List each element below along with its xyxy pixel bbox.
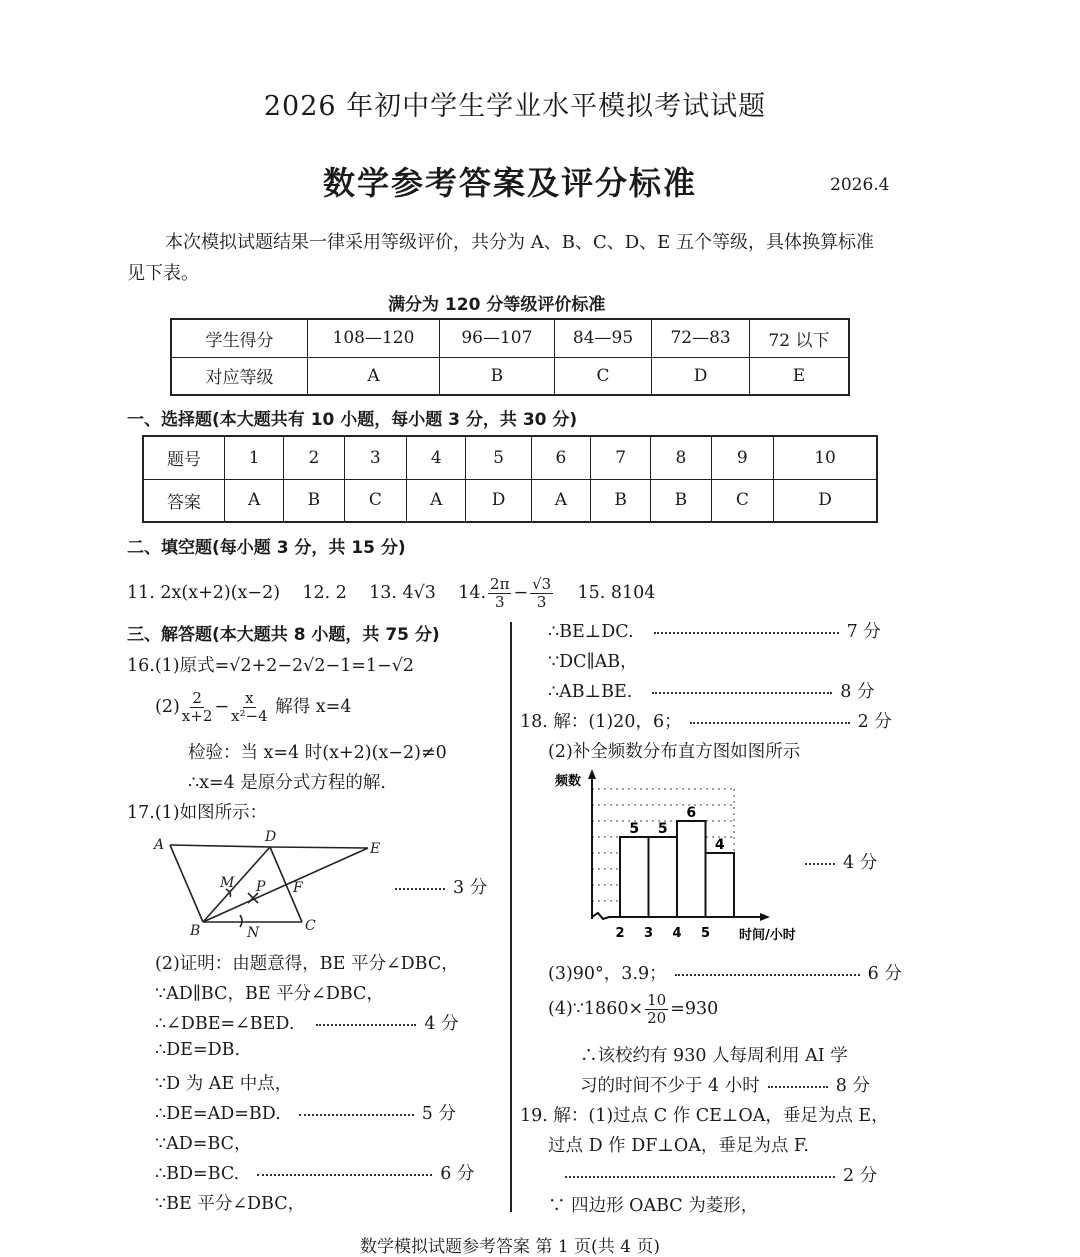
proof-line: ∵AD∥BC，BE 平分∠DBC，	[155, 984, 384, 1004]
score: 8 分	[835, 1076, 870, 1096]
minus-sign: −	[214, 697, 230, 717]
part-label: (2)	[155, 697, 180, 717]
denominator: 3	[536, 593, 547, 611]
fraction	[488, 576, 511, 611]
answer-12: 12. 2	[302, 583, 347, 603]
table-cell: A	[407, 479, 466, 522]
table-cell: 1	[225, 436, 284, 479]
label-d: D	[265, 829, 277, 845]
section2-heading: 二、填空题(每小题 3 分，共 15 分)	[127, 538, 406, 558]
proof-line: ∵DC∥AB，	[548, 652, 638, 672]
proof-line	[155, 1160, 474, 1185]
proof-line: ∵BE 平分∠DBC，	[155, 1194, 306, 1214]
table-cell: 9	[711, 436, 774, 479]
answer-15: 15. 8104	[577, 583, 656, 603]
label-b: B	[190, 923, 201, 939]
table-cell: B	[440, 357, 555, 395]
table-cell: 3	[344, 436, 407, 479]
table-cell: 10	[774, 436, 877, 479]
table-cell: E	[749, 357, 849, 395]
table-cell: 72—83	[652, 319, 750, 357]
histogram-bar	[620, 837, 649, 917]
table-cell: 学生得分	[171, 319, 308, 357]
score: 7 分	[846, 622, 881, 642]
geometry-figure	[140, 825, 400, 945]
dot-leader	[768, 1086, 828, 1088]
q17-1-score	[395, 874, 487, 899]
numerator: 2π	[490, 575, 510, 593]
q19-part1: 19. 解：(1)过点 C 作 CE⊥OA，垂足为点 E，	[520, 1106, 889, 1126]
proof-line: ∵AD=BC，	[155, 1134, 252, 1154]
dot-leader	[565, 1176, 835, 1178]
table-cell: C	[554, 357, 652, 395]
answer-text: 18. 解：(1)20，6；	[520, 712, 682, 732]
document-date: 2026.4	[830, 175, 890, 195]
label-a: A	[154, 837, 165, 853]
numerator: x	[245, 689, 254, 707]
table-row	[171, 357, 849, 395]
table-cell: D	[652, 357, 750, 395]
table-cell: 4	[407, 436, 466, 479]
line-ab	[170, 845, 203, 922]
proof-line	[155, 1100, 456, 1125]
score: 3 分	[453, 878, 488, 898]
answer-text: 习的时间不少于 4 小时	[580, 1076, 760, 1096]
table-cell: 6	[531, 436, 590, 479]
q18-part1	[520, 708, 892, 733]
denominator: x²−4	[231, 707, 268, 725]
bar-data-label: 4	[714, 837, 725, 853]
table-cell: B	[591, 479, 651, 522]
histogram-bar	[649, 837, 678, 917]
table-cell: 对应等级	[171, 357, 308, 395]
dot-leader	[690, 722, 850, 724]
table-cell: 8	[651, 436, 711, 479]
bar-data-label: 5	[629, 821, 640, 837]
table-cell: 96—107	[440, 319, 555, 357]
section3-heading: 三、解答题(本大题共 8 小题，共 75 分)	[127, 625, 440, 645]
table-cell: 84—95	[554, 319, 652, 357]
page-footer: 数学模拟试题参考答案 第 1 页(共 4 页)	[360, 1237, 660, 1257]
answer-14-label: 14.	[458, 583, 487, 603]
expr-text: (4)∵1860×	[548, 999, 644, 1019]
proof-line	[548, 618, 881, 643]
histogram-bar	[706, 853, 735, 917]
proof-line: ∵D 为 AE 中点，	[155, 1074, 293, 1094]
q17-part1: 17.(1)如图所示：	[127, 803, 268, 823]
table-cell: A	[531, 479, 590, 522]
arc-n	[240, 915, 242, 927]
fraction	[530, 576, 553, 611]
q18-2-score	[805, 849, 877, 874]
q16-part2	[155, 690, 351, 725]
proof-text: ∴BD=BC.	[155, 1164, 240, 1184]
q17-proof-start: (2)证明：由题意得，BE 平分∠DBC，	[155, 954, 459, 974]
proof-text: ∴AB⊥BE.	[548, 682, 633, 702]
score: 2 分	[857, 712, 892, 732]
table-cell: 2	[284, 436, 344, 479]
score: 6 分	[440, 1164, 475, 1184]
q16-conclusion: ∴x=4 是原分式方程的解.	[188, 773, 386, 793]
table-row	[143, 479, 877, 522]
dot-leader	[395, 888, 445, 890]
score: 4 分	[843, 853, 878, 873]
dot-leader	[316, 1024, 416, 1026]
table-cell: B	[651, 479, 711, 522]
q18-part4	[548, 992, 718, 1027]
proof-text: ∴∠DBE=∠BED.	[155, 1014, 295, 1034]
numerator: 10	[647, 991, 667, 1009]
y-axis-arrow	[588, 769, 596, 779]
label-n: N	[247, 925, 260, 941]
table-cell: C	[711, 479, 774, 522]
intro-line-2: 见下表。	[127, 263, 199, 284]
answer-11: 11. 2x(x+2)(x−2)	[127, 583, 281, 603]
table-cell: A	[308, 357, 440, 395]
dot-leader	[652, 692, 832, 694]
table-cell: C	[344, 479, 407, 522]
fill-answers	[127, 576, 655, 611]
q19-score-line	[565, 1162, 877, 1187]
q18-conclusion: ∴该校约有 930 人每周利用 AI 学	[580, 1046, 848, 1066]
dot-leader	[299, 1114, 414, 1116]
answer-text: (3)90°，3.9；	[548, 964, 667, 984]
q16-check: 检验：当 x=4 时(x+2)(x−2)≠0	[188, 743, 447, 763]
histogram-bar	[677, 821, 706, 917]
document-subtitle: 数学参考答案及评分标准	[322, 164, 697, 202]
score: 5 分	[421, 1104, 456, 1124]
table-cell: A	[225, 479, 284, 522]
denominator: x+2	[181, 707, 213, 725]
label-p: P	[256, 879, 266, 895]
table-cell: 7	[591, 436, 651, 479]
q18-part2: (2)补全频数分布直方图如图所示	[548, 742, 801, 762]
table-cell: 5	[466, 436, 531, 479]
choice-answer-table	[142, 435, 878, 523]
column-divider	[510, 622, 512, 1212]
table-row	[143, 436, 877, 479]
x-tick-label: 5	[700, 926, 711, 941]
score: 8 分	[840, 682, 875, 702]
q19-line: 过点 D 作 DF⊥OA，垂足为点 F.	[548, 1136, 809, 1156]
bar-data-label: 6	[686, 805, 697, 821]
denominator: 20	[647, 1009, 667, 1027]
grade-table-caption: 满分为 120 分等级评价标准	[388, 295, 606, 315]
label-f: F	[293, 880, 303, 896]
proof-line	[155, 1010, 459, 1035]
fraction	[182, 690, 213, 725]
fraction	[231, 690, 268, 725]
label-e: E	[370, 841, 381, 857]
q16-part1: 16.(1)原式=√2+2−2√2−1=1−√2	[127, 656, 414, 676]
proof-line: ∴DE=DB.	[155, 1040, 241, 1060]
table-cell: D	[774, 479, 877, 522]
score: 4 分	[424, 1014, 459, 1034]
proof-line	[548, 678, 875, 703]
q18-conclusion-2	[580, 1072, 870, 1097]
proof-text: ∴BE⊥DC.	[548, 622, 634, 642]
label-c: C	[305, 918, 316, 934]
grade-table	[170, 318, 850, 396]
table-cell: 72 以下	[749, 319, 849, 357]
intro-line-1: 本次模拟试题结果一律采用等级评价，共分为 A、B、C、D、E 五个等级，具体换算标准	[165, 232, 875, 253]
answer-13: 13. 4√3	[369, 583, 436, 603]
bar-data-label: 5	[657, 821, 668, 837]
q19-line: ∵ 四边形 OABC 为菱形，	[548, 1196, 759, 1216]
expr-result: =930	[670, 999, 719, 1019]
y-axis-label: 频数	[555, 774, 582, 789]
table-cell: D	[466, 479, 531, 522]
x-tick-label: 3	[643, 926, 654, 941]
fraction	[645, 992, 668, 1027]
label-m: M	[220, 875, 235, 891]
proof-text: ∴DE=AD=BD.	[155, 1104, 281, 1124]
score: 2 分	[843, 1166, 878, 1186]
section1-heading: 一、选择题(本大题共有 10 小题，每小题 3 分，共 30 分)	[127, 410, 578, 430]
dot-leader	[257, 1174, 432, 1176]
table-cell: 答案	[143, 479, 225, 522]
table-row	[171, 319, 849, 357]
x-axis-label: 时间/小时	[739, 928, 796, 943]
table-cell: 题号	[143, 436, 225, 479]
score: 6 分	[867, 964, 902, 984]
table-cell: B	[284, 479, 344, 522]
denominator: 3	[494, 593, 505, 611]
x-axis-arrow	[760, 913, 770, 921]
q18-part3	[548, 960, 902, 985]
numerator: 2	[192, 689, 202, 707]
numerator: √3	[532, 575, 552, 593]
solution-text: 解得 x=4	[275, 697, 352, 717]
table-cell: 108—120	[308, 319, 440, 357]
dot-leader	[805, 863, 835, 865]
frequency-histogram	[550, 765, 810, 950]
x-tick-label: 4	[672, 926, 682, 941]
minus-sign: −	[513, 583, 529, 603]
x-tick-label: 2	[615, 926, 625, 941]
dot-leader	[675, 974, 860, 976]
exam-title: 2026 年初中学生学业水平模拟考试试题	[263, 91, 767, 122]
dot-leader	[654, 632, 839, 634]
